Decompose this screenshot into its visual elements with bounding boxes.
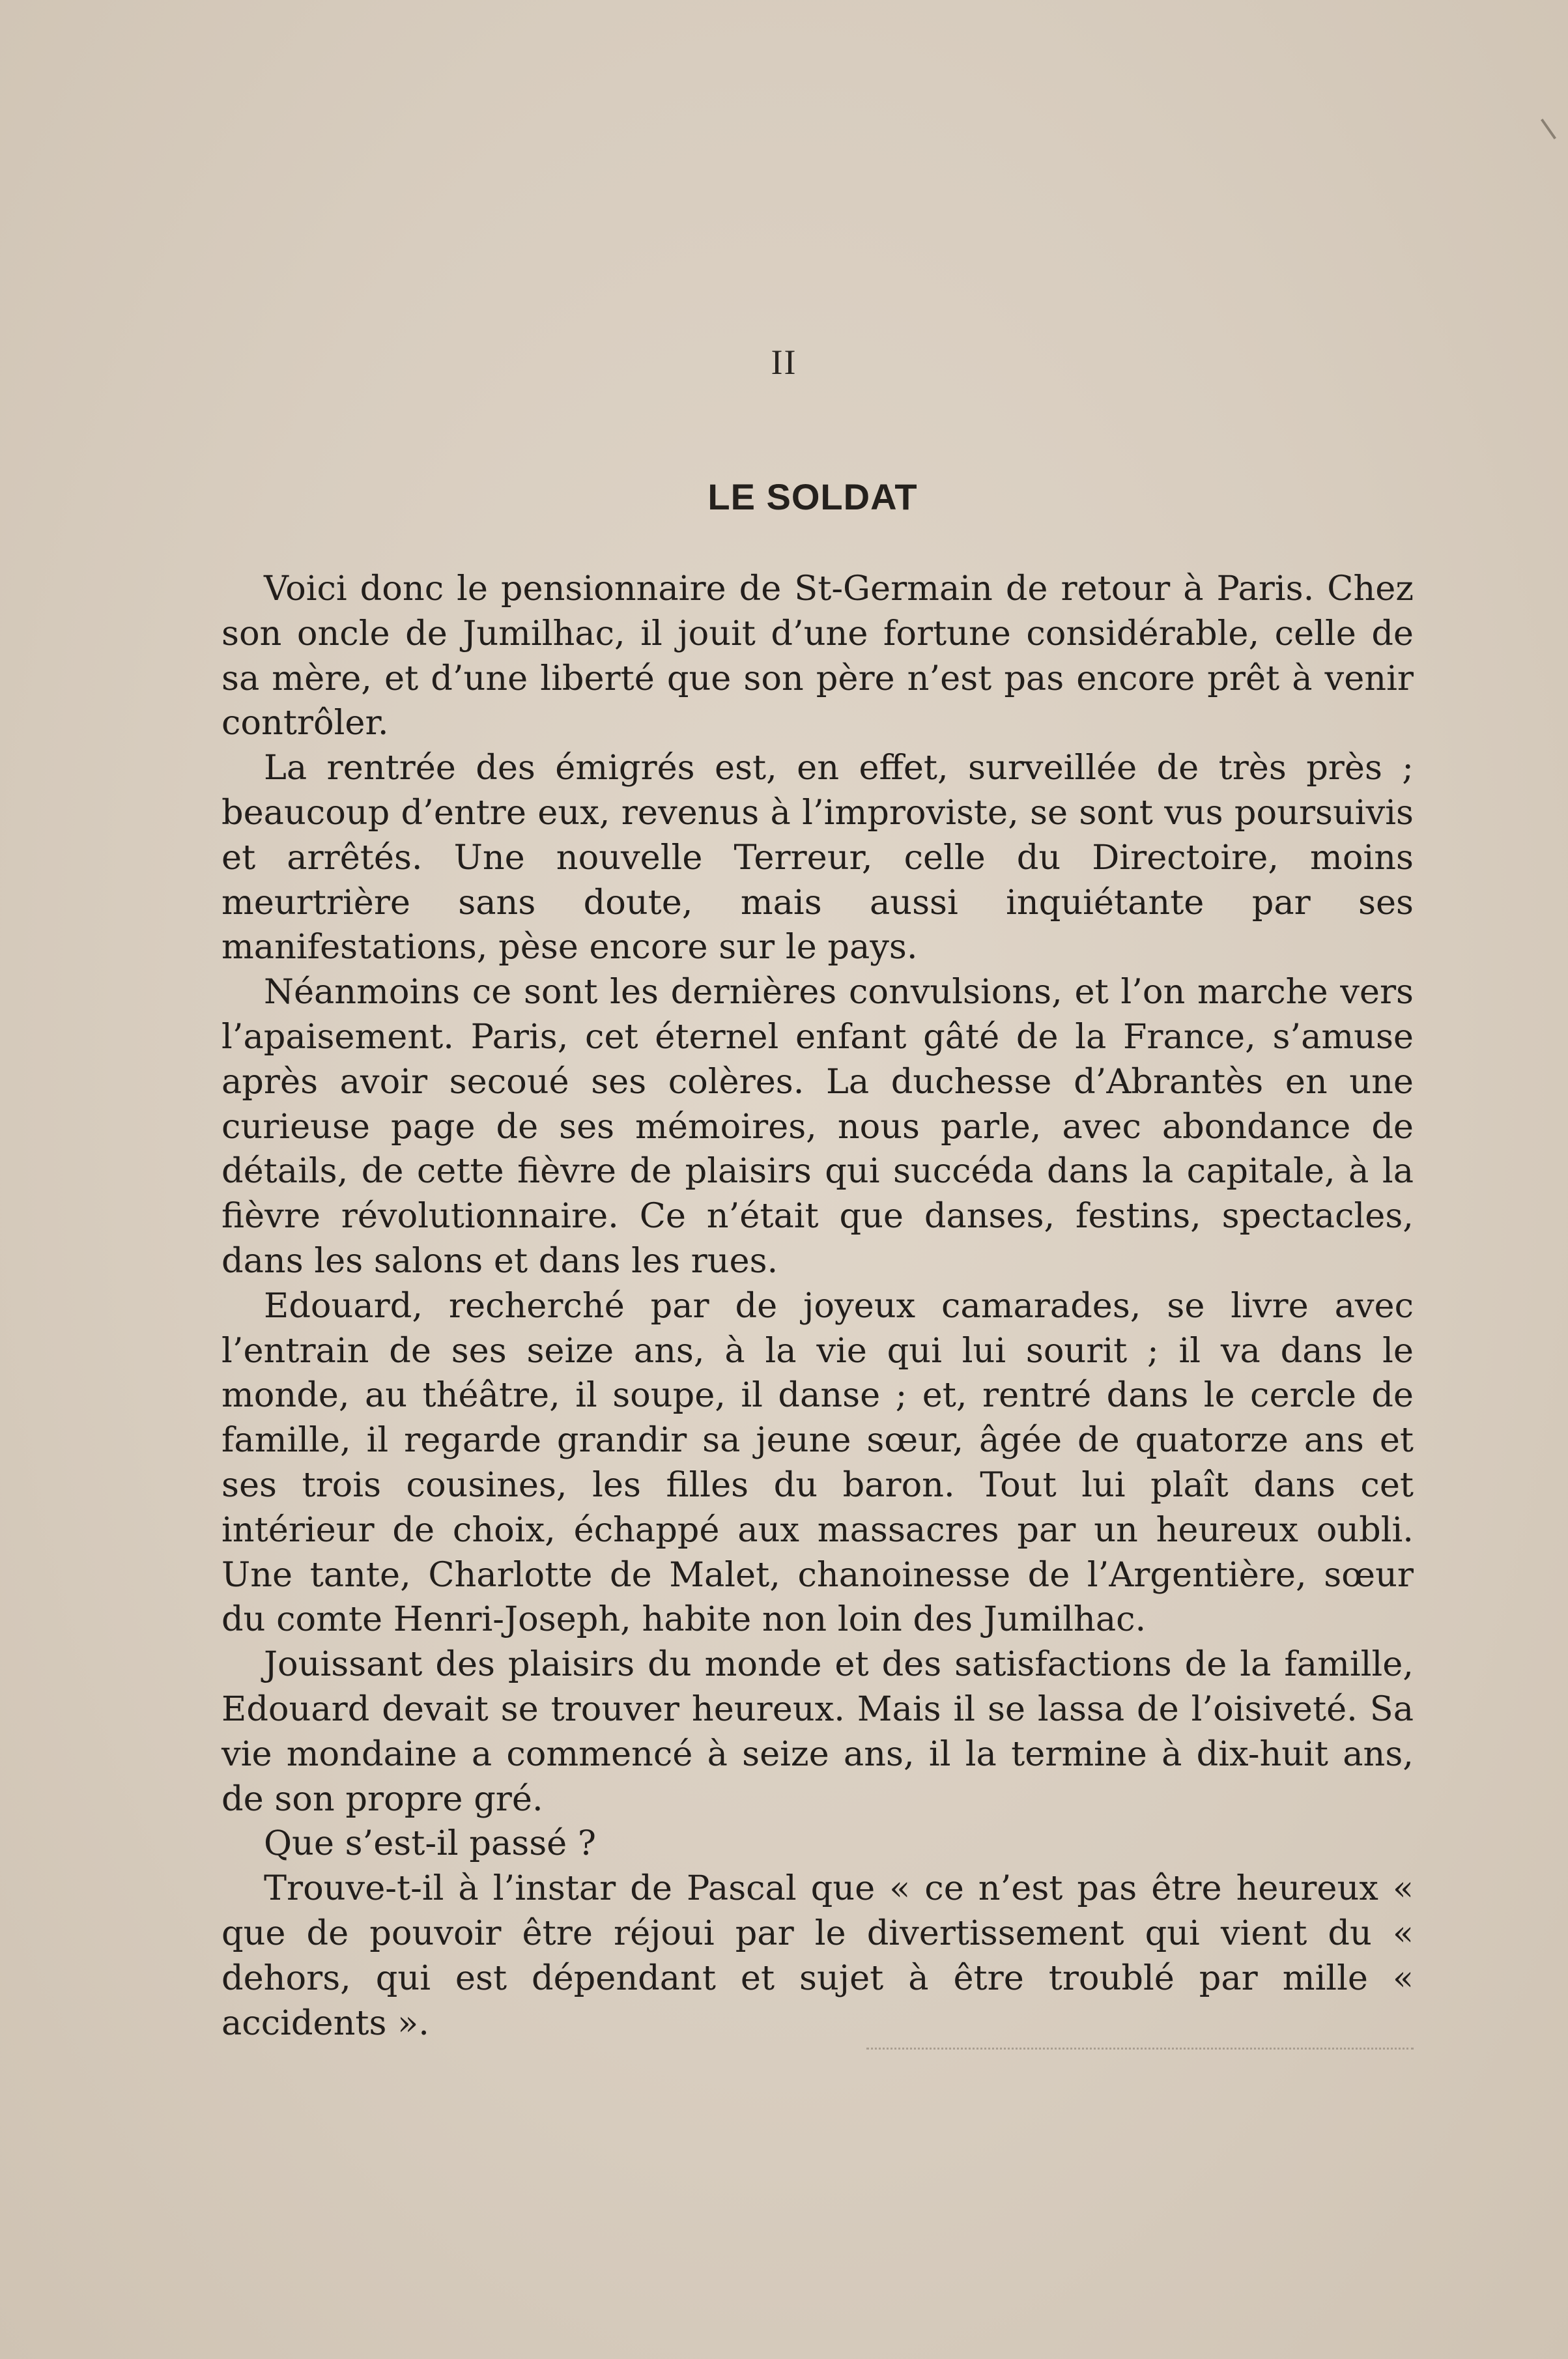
paragraph: Trouve-t-il à l’instar de Pascal que « ce n’est pas être heureux « que de pouvoir être réjoui par le divertissement qui vient du « dehors, qui est dépendant et sujet à être troublé par mille « accidents ». [221,1868,1414,2043]
paragraph: Voici donc le pensionnaire de St-Germain de retour à Paris. Chez son oncle de Jumilhac, il jouit d’une fortune considérable, celle de sa mère, et d’une liberté que son père n’est pas encore prêt à venir contrôler. [221,569,1414,743]
paragraph: Néanmoins ce sont les dernières convulsions, et l’on marche vers l’apaisement. Paris, cet éternel enfant gâté de la France, s’amuse après avoir secoué ses colères. La duchesse d’Abrantès en une curieuse page de ses mémoires, nous parle, avec abondance de détails, de cette fièvre de plaisirs qui succéda dans la capitale, à la fièvre révolutionnaire. Ce n’était que danses, festins, spectacles, dans les salons et dans les rues. [221,972,1414,1281]
paragraph: Edouard, recherché par de joyeux camarades, se livre avec l’entrain de ses seize ans, à la vie qui lui sourit ; il va dans le monde, au théâtre, il soupe, il danse ; et, rentré dans le cercle de famille, il regarde grandir sa jeune sœur, âgée de quatorze ans et ses trois cousines, les filles du baron. Tout lui plaît dans cet intérieur de choix, échappé aux massacres par un heureux oubli. Une tante, Charlotte de Malet, chanoinesse de l’Argentière, sœur du comte Henri-Joseph, habite non loin des Jumilhac. [221,1285,1414,1640]
paragraph: Jouissant des plaisirs du monde et des satisfactions de la famille, Edouard devait se trouver heureux. Mais il se lassa de l’oisiveté. Sa vie mondaine a commencé à seize ans, il la termine à dix-huit ans, de son propre gré. [221,1644,1414,1819]
paragraph: La rentrée des émigrés est, en effet, surveillée de très près ; beaucoup d’entre eux, revenus à l’improviste, se sont vus poursuivis et arrêtés. Une nouvelle Terreur, celle du Directoire, moins meurtrière sans doute, mais aussi inquiétante par ses manifestations, pèse encore sur le pays. [221,748,1414,967]
chapter-title: LE SOLDAT [707,476,918,517]
paragraph: Que s’est-il passé ? [264,1823,597,1864]
print-artifact-dots [866,2048,1414,2052]
chapter-number: II [771,343,797,382]
chapter-body [221,567,1414,2046]
page-edge-mark [1541,119,1556,139]
